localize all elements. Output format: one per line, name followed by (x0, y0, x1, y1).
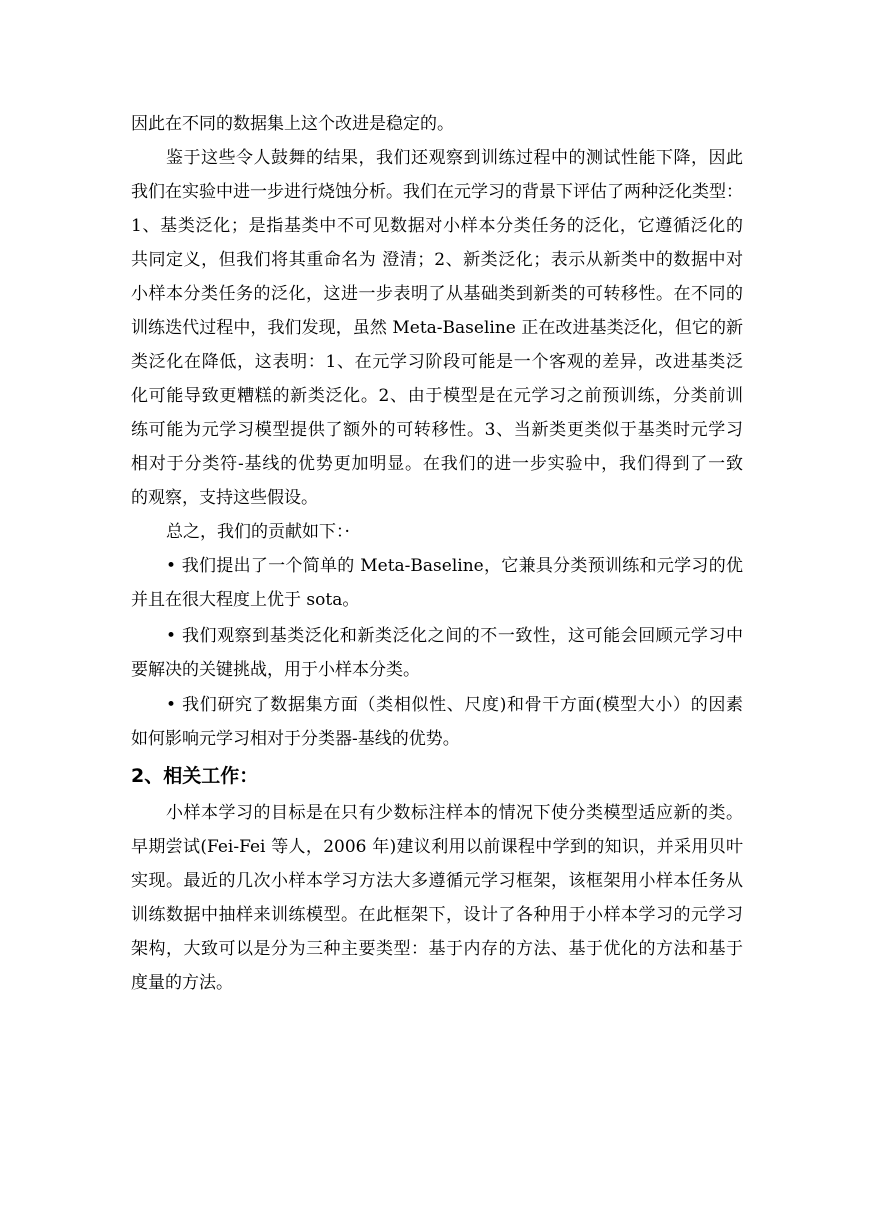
paragraph-line: 共同定义，但我们将其重命名为 澄清；2、新类泛化；表示从新类中的数据中对 (131, 250, 743, 270)
paragraph-line: 训练数据中抽样来训练模型。在此框架下，设计了各种用于小样本学习的元学习 (131, 905, 743, 925)
paragraph-line: 架构，大致可以是分为三种主要类型：基于内存的方法、基于优化的方法和基于 (131, 939, 743, 959)
paragraph-line: 鉴于这些令人鼓舞的结果，我们还观察到训练过程中的测试性能下降，因此 (166, 148, 743, 168)
paragraph-line: 早期尝试(Fei-Fei 等人，2006 年)建议利用以前课程中学到的知识，并采用贝叶 (131, 837, 743, 857)
paragraph-line: 练可能为元学习模型提供了额外的可转移性。3、当新类更类似于基类时元学习 (131, 420, 743, 440)
paragraph-line: 实现。最近的几次小样本学习方法大多遵循元学习框架，该框架用小样本任务从 (131, 871, 743, 891)
paragraph-line: 类泛化在降低，这表明：1、在元学习阶段可能是一个客观的差异，改进基类泛 (131, 352, 743, 372)
paragraph-line: 度量的方法。 (131, 973, 233, 993)
paragraph-line: 总之，我们的贡献如下：· (166, 522, 350, 542)
paragraph-line: 小样本分类任务的泛化，这进一步表明了从基础类到新类的可转移性。在不同的 (131, 284, 743, 304)
bullet-item-line: 如何影响元学习相对于分类器-基线的优势。 (131, 729, 460, 749)
bullet-item-line: 并且在很大程度上优于 sota。 (131, 590, 360, 610)
paragraph-line: 1、基类泛化；是指基类中不可见数据对小样本分类任务的泛化，它遵循泛化的 (131, 216, 743, 236)
paragraph-line: 因此在不同的数据集上这个改进是稳定的。 (131, 114, 454, 134)
bullet-item-line: • 我们提出了一个简单的 Meta-Baseline，它兼具分类预训练和元学习的优 (166, 556, 743, 576)
bullet-item-line: • 我们研究了数据集方面（类相似性、尺度)和骨干方面(模型大小）的因素 (166, 695, 743, 715)
paragraph-line: 化可能导致更糟糕的新类泛化。2、由于模型是在元学习之前预训练，分类前训 (131, 386, 743, 406)
paragraph-line: 小样本学习的目标是在只有少数标注样本的情况下使分类模型适应新的类。 (166, 803, 743, 823)
paragraph-line: 我们在实验中进一步进行烧蚀分析。我们在元学习的背景下评估了两种泛化类型： (131, 182, 743, 202)
section-heading: 2、相关工作： (131, 765, 259, 787)
bullet-item-line: • 我们观察到基类泛化和新类泛化之间的不一致性，这可能会回顾元学习中 (166, 626, 743, 646)
paragraph-line: 的观察，支持这些假设。 (131, 488, 318, 508)
paragraph-line: 训练迭代过程中，我们发现，虽然 Meta-Baseline 正在改进基类泛化，但它的新 (131, 318, 743, 338)
paragraph-line: 相对于分类符-基线的优势更加明显。在我们的进一步实验中，我们得到了一致 (131, 454, 743, 474)
bullet-item-line: 要解决的关键挑战，用于小样本分类。 (131, 660, 420, 680)
